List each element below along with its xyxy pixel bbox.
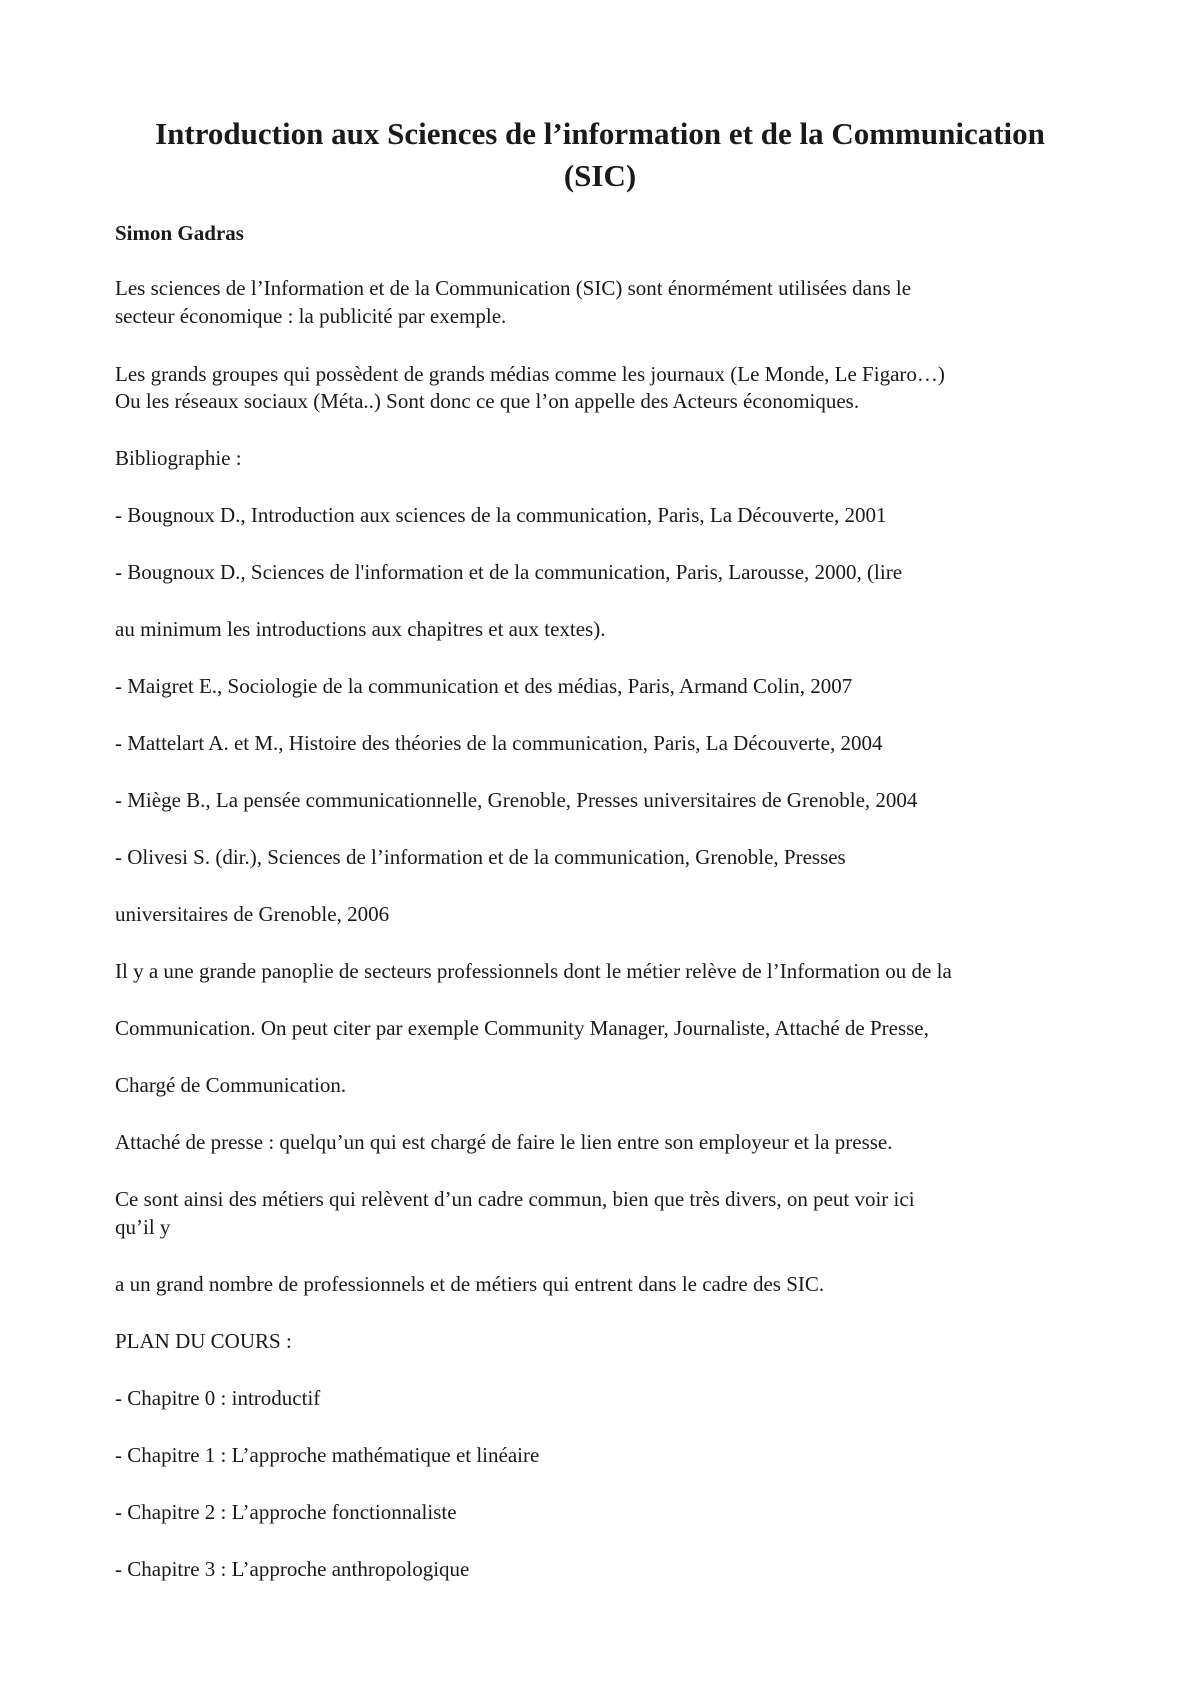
bibliography-entry: - Maigret E., Sociologie de la communication et des médias, Paris, Armand Colin, 2007 (115, 674, 853, 698)
groups-paragraph-line: Ou les réseaux sociaux (Méta..) Sont donc ce que l’on appelle des Acteurs économiques. (115, 389, 860, 413)
careers-paragraph-line: a un grand nombre de professionnels et de métiers qui entrent dans le cadre des SIC. (115, 1272, 825, 1296)
bibliography-entry: - Bougnoux D., Sciences de l'information et de la communication, Paris, Larousse, 2000, (lire (115, 560, 903, 584)
plan-heading: PLAN DU COURS : (115, 1329, 292, 1353)
groups-paragraph-line: Les grands groupes qui possèdent de grands médias comme les journaux (Le Monde, Le Figaro…) (115, 362, 945, 386)
bibliography-entry: - Olivesi S. (dir.), Sciences de l’information et de la communication, Grenoble, Presses (115, 845, 846, 869)
title-line-2: (SIC) (563, 158, 637, 193)
careers-paragraph-line: Ce sont ainsi des métiers qui relèvent d’un cadre commun, bien que très divers, on peut voir ici (115, 1187, 915, 1211)
plan-item: - Chapitre 1 : L’approche mathématique et linéaire (115, 1443, 540, 1467)
bibliography-entry: au minimum les introductions aux chapitres et aux textes). (115, 617, 606, 641)
document-title (90, 113, 1110, 197)
professions-paragraph-line: Il y a une grande panoplie de secteurs professionnels dont le métier relève de l’Information ou de la (115, 959, 952, 983)
professions-paragraph-line: Communication. On peut citer par exemple Community Manager, Journaliste, Attaché de Presse, (115, 1016, 929, 1040)
bibliography-entry: - Bougnoux D., Introduction aux sciences de la communication, Paris, La Découverte, 2001 (115, 503, 887, 527)
author-name: Simon Gadras (115, 221, 244, 245)
professions-paragraph-line: Chargé de Communication. (115, 1073, 347, 1097)
press-attache-definition: Attaché de presse : quelqu’un qui est chargé de faire le lien entre son employeur et la presse. (115, 1130, 893, 1154)
plan-item: - Chapitre 2 : L’approche fonctionnaliste (115, 1500, 457, 1524)
intro-paragraph-line: secteur économique : la publicité par exemple. (115, 304, 507, 328)
plan-item: - Chapitre 0 : introductif (115, 1386, 321, 1410)
careers-paragraph-line: qu’il y (115, 1215, 171, 1239)
title-line-1: Introduction aux Sciences de l’information et de la Communication (155, 116, 1045, 151)
intro-paragraph-line: Les sciences de l’Information et de la Communication (SIC) sont énormément utilisées dans le (115, 276, 912, 300)
bibliography-entry: - Mattelart A. et M., Histoire des théories de la communication, Paris, La Découverte, 2004 (115, 731, 883, 755)
bibliography-entry: - Miège B., La pensée communicationnelle, Grenoble, Presses universitaires de Grenoble, 2004 (115, 788, 918, 812)
plan-item: - Chapitre 3 : L’approche anthropologique (115, 1557, 470, 1581)
bibliography-heading: Bibliographie : (115, 446, 242, 470)
bibliography-entry: universitaires de Grenoble, 2006 (115, 902, 390, 926)
